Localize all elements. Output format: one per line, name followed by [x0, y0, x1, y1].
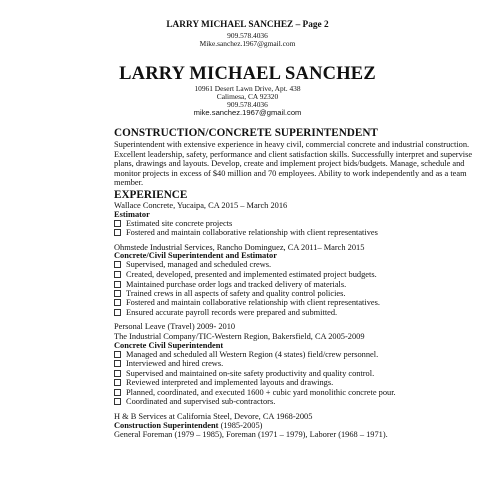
job-employer: Personal Leave (Travel) 2009- 2010 [114, 322, 236, 331]
contact-email: mike.sanchez.1967@gmail.com [193, 108, 302, 117]
checkbox-bullet-icon [114, 271, 121, 278]
objective-heading: CONSTRUCTION/CONCRETE SUPERINTENDENT [114, 127, 378, 139]
checkbox-bullet-icon [114, 261, 121, 268]
checkbox-bullet-icon [114, 370, 121, 377]
checkbox-bullet-icon [114, 281, 121, 288]
contact-phone: 909.578.4036 [227, 100, 268, 109]
job-bullet [114, 350, 378, 359]
job-bullet-text: Interviewed and hired crews. [126, 359, 224, 368]
job-detail: General Foreman (1979 – 1985), Foreman (1971 – 1979), Laborer (1968 – 1971). [114, 430, 388, 439]
job-bullet-text: Maintained purchase order logs and tracked delivery of materials. [126, 280, 347, 289]
checkbox-bullet-icon [114, 229, 121, 236]
job-role-dates: (1985-2005) [218, 421, 263, 430]
job-role-line [114, 421, 262, 430]
page2-header-name: LARRY MICHAEL SANCHEZ – Page 2 [166, 20, 329, 30]
job-role: Concrete/Civil Superintendent and Estimator [114, 251, 277, 260]
checkbox-bullet-icon [114, 360, 121, 367]
checkbox-bullet-icon [114, 299, 121, 306]
job-role: Concrete Civil Superintendent [114, 341, 224, 350]
checkbox-bullet-icon [114, 290, 121, 297]
job-role: Estimator [114, 210, 150, 219]
job-role: Construction Superintendent [114, 421, 219, 430]
job-bullet-text: Supervised and maintained on-site safety productivity and quality control. [126, 369, 375, 378]
checkbox-bullet-icon [114, 379, 121, 386]
job-employer: H & B Services at California Steel, Devore, CA 1968-2005 [114, 412, 313, 421]
job-bullet [114, 289, 345, 298]
job-bullet [114, 308, 337, 317]
checkbox-bullet-icon [114, 351, 121, 358]
job-bullet-text: Ensured accurate payroll records were prepared and submitted. [126, 308, 338, 317]
job-bullet-text: Created, developed, presented and implemented estimated project budgets. [126, 270, 377, 279]
experience-heading: EXPERIENCE [114, 189, 188, 201]
checkbox-bullet-icon [114, 220, 121, 227]
job-bullet [114, 219, 232, 228]
job-bullet-text: Fostered and maintain collaborative relationship with client representatives [126, 228, 378, 237]
job-bullet-text: Coordinated and supervised sub-contractors. [126, 397, 276, 406]
job-bullet [114, 378, 333, 387]
job-employer-secondary: The Industrial Company/TIC-Western Region, Bakersfield, CA 2005-2009 [114, 332, 365, 341]
job-bullet [114, 280, 346, 289]
job-bullet [114, 388, 396, 397]
address-line-2: Calimesa, CA 92320 [216, 92, 279, 101]
job-bullet [114, 260, 271, 269]
job-employer: Wallace Concrete, Yucaipa, CA 2015 – March 2016 [114, 201, 288, 210]
job-bullet [114, 397, 275, 406]
job-bullet-text: Reviewed interpreted and implemented layouts and drawings. [126, 378, 334, 387]
address-line-1: 10961 Desert Lawn Drive, Apt. 438 [194, 84, 301, 93]
job-bullet [114, 369, 374, 378]
resume-name: LARRY MICHAEL SANCHEZ [119, 64, 376, 84]
job-bullet-text: Supervised, managed and scheduled crews. [126, 260, 272, 269]
job-bullet-text: Planned, coordinated, and executed 1600 + cubic yard monolithic concrete pour. [126, 388, 396, 397]
job-employer: Ohmstede Industrial Services, Rancho Dominguez, CA 2011– March 2015 [114, 243, 365, 252]
job-bullet [114, 270, 377, 279]
page2-header-phone: 909.578.4036 [227, 31, 268, 40]
job-bullet [114, 359, 223, 368]
page2-header-email: Mike.sanchez.1967@gmail.com [199, 39, 296, 48]
checkbox-bullet-icon [114, 398, 121, 405]
job-bullet-text: Fostered and maintain collaborative relationship with client representatives. [126, 298, 380, 307]
job-bullet-text: Estimated site concrete projects [126, 219, 233, 228]
checkbox-bullet-icon [114, 309, 121, 316]
summary-paragraph: Superintendent with extensive experience in heavy civil, commercial concrete and industrial construction. Excellent leadership, safety, performance and client satisfaction skills. Successfully interpret and supervise plans, drawings and layouts. Develop, create and implement project bids/budgets. Manage, schedule and monitor projects in excess of $40 million and 70 employees. Ability to work independently and as a team member. [114, 140, 473, 188]
job-bullet [114, 228, 378, 237]
job-bullet-text: Trained crews in all aspects of safety and quality control policies. [126, 289, 346, 298]
checkbox-bullet-icon [114, 389, 121, 396]
job-bullet-text: Managed and scheduled all Western Region (4 states) field/crew personnel. [126, 350, 379, 359]
job-bullet [114, 298, 380, 307]
